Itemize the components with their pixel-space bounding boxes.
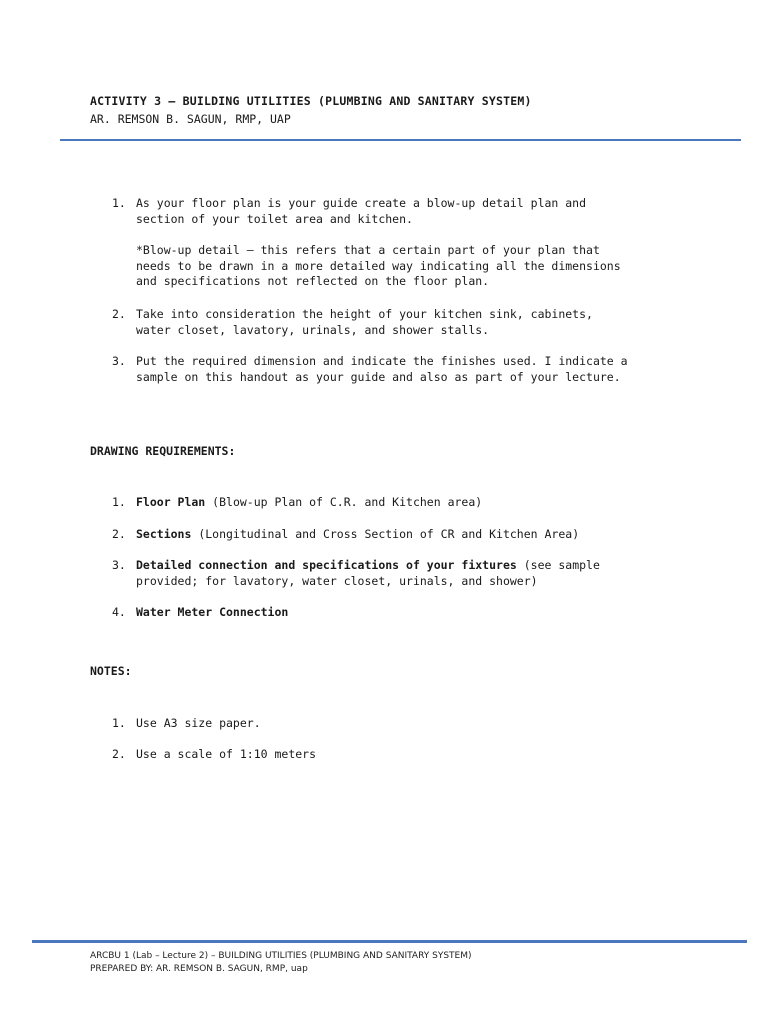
- instruction-text: Put the required dimension and indicate the finishes used. I indicate a sample on this handout as your guide and also as part of your lecture.: [136, 354, 628, 384]
- requirement-number: 2.: [112, 527, 126, 541]
- footer-divider: [32, 940, 747, 943]
- instruction-text: As your floor plan is your guide create a blow-up detail plan and section of your toilet area and kitchen.: [136, 196, 587, 226]
- notes-heading: NOTES:: [90, 664, 132, 678]
- requirement-number: 3.: [112, 558, 126, 572]
- instruction-item-2: [112, 307, 692, 338]
- requirement-detail: (Longitudinal and Cross Section of CR and Kitchen Area): [191, 527, 580, 541]
- requirement-detail: (Blow-up Plan of C.R. and Kitchen area): [205, 495, 483, 509]
- instruction-item-1: [112, 196, 692, 290]
- instruction-note: *Blow-up detail – this refers that a certain part of your plan that needs to be drawn in a more detailed way indicating all the dimensions and specifications not reflected on the floor plan.: [136, 243, 621, 288]
- requirement-title: Floor Plan: [136, 495, 206, 509]
- note-item-1: [112, 716, 692, 732]
- instruction-text: Take into consideration the height of your kitchen sink, cabinets, water closet, lavatory, urinals, and shower stalls.: [136, 307, 593, 337]
- requirement-title: Water Meter Connection: [136, 605, 289, 619]
- document-footer: [90, 950, 472, 976]
- document-title: ACTIVITY 3 – BUILDING UTILITIES (PLUMBING AND SANITARY SYSTEM): [90, 94, 532, 108]
- requirement-detail: (see sample provided; for lavatory, water closet, urinals, and shower): [136, 558, 600, 588]
- instruction-number: 2.: [112, 307, 126, 321]
- note-number: 2.: [112, 747, 126, 761]
- requirement-item-4: [112, 605, 692, 621]
- note-text: Use A3 size paper.: [136, 716, 261, 730]
- instruction-number: 1.: [112, 196, 126, 210]
- note-item-2: [112, 747, 692, 763]
- requirement-number: 4.: [112, 605, 126, 619]
- footer-course-line: ARCBU 1 (Lab – Lecture 2) – BUILDING UTILITIES (PLUMBING AND SANITARY SYSTEM): [90, 951, 472, 961]
- note-number: 1.: [112, 716, 126, 730]
- drawing-requirements-heading: DRAWING REQUIREMENTS:: [90, 444, 236, 458]
- note-text: Use a scale of 1:10 meters: [136, 747, 317, 761]
- requirement-title: Sections: [136, 527, 192, 541]
- requirement-item-2: [112, 527, 692, 543]
- footer-prepared-by: PREPARED BY: AR. REMSON B. SAGUN, RMP, uap: [90, 964, 308, 974]
- instruction-number: 3.: [112, 354, 126, 368]
- requirement-title: Detailed connection and specifications of your fixtures: [136, 558, 517, 572]
- document-header: [90, 93, 532, 127]
- requirement-item-1: [112, 495, 692, 511]
- requirement-item-3: [112, 558, 692, 589]
- instruction-item-3: [112, 354, 692, 385]
- requirement-number: 1.: [112, 495, 126, 509]
- header-divider: [60, 139, 741, 141]
- document-author: AR. REMSON B. SAGUN, RMP, UAP: [90, 112, 291, 126]
